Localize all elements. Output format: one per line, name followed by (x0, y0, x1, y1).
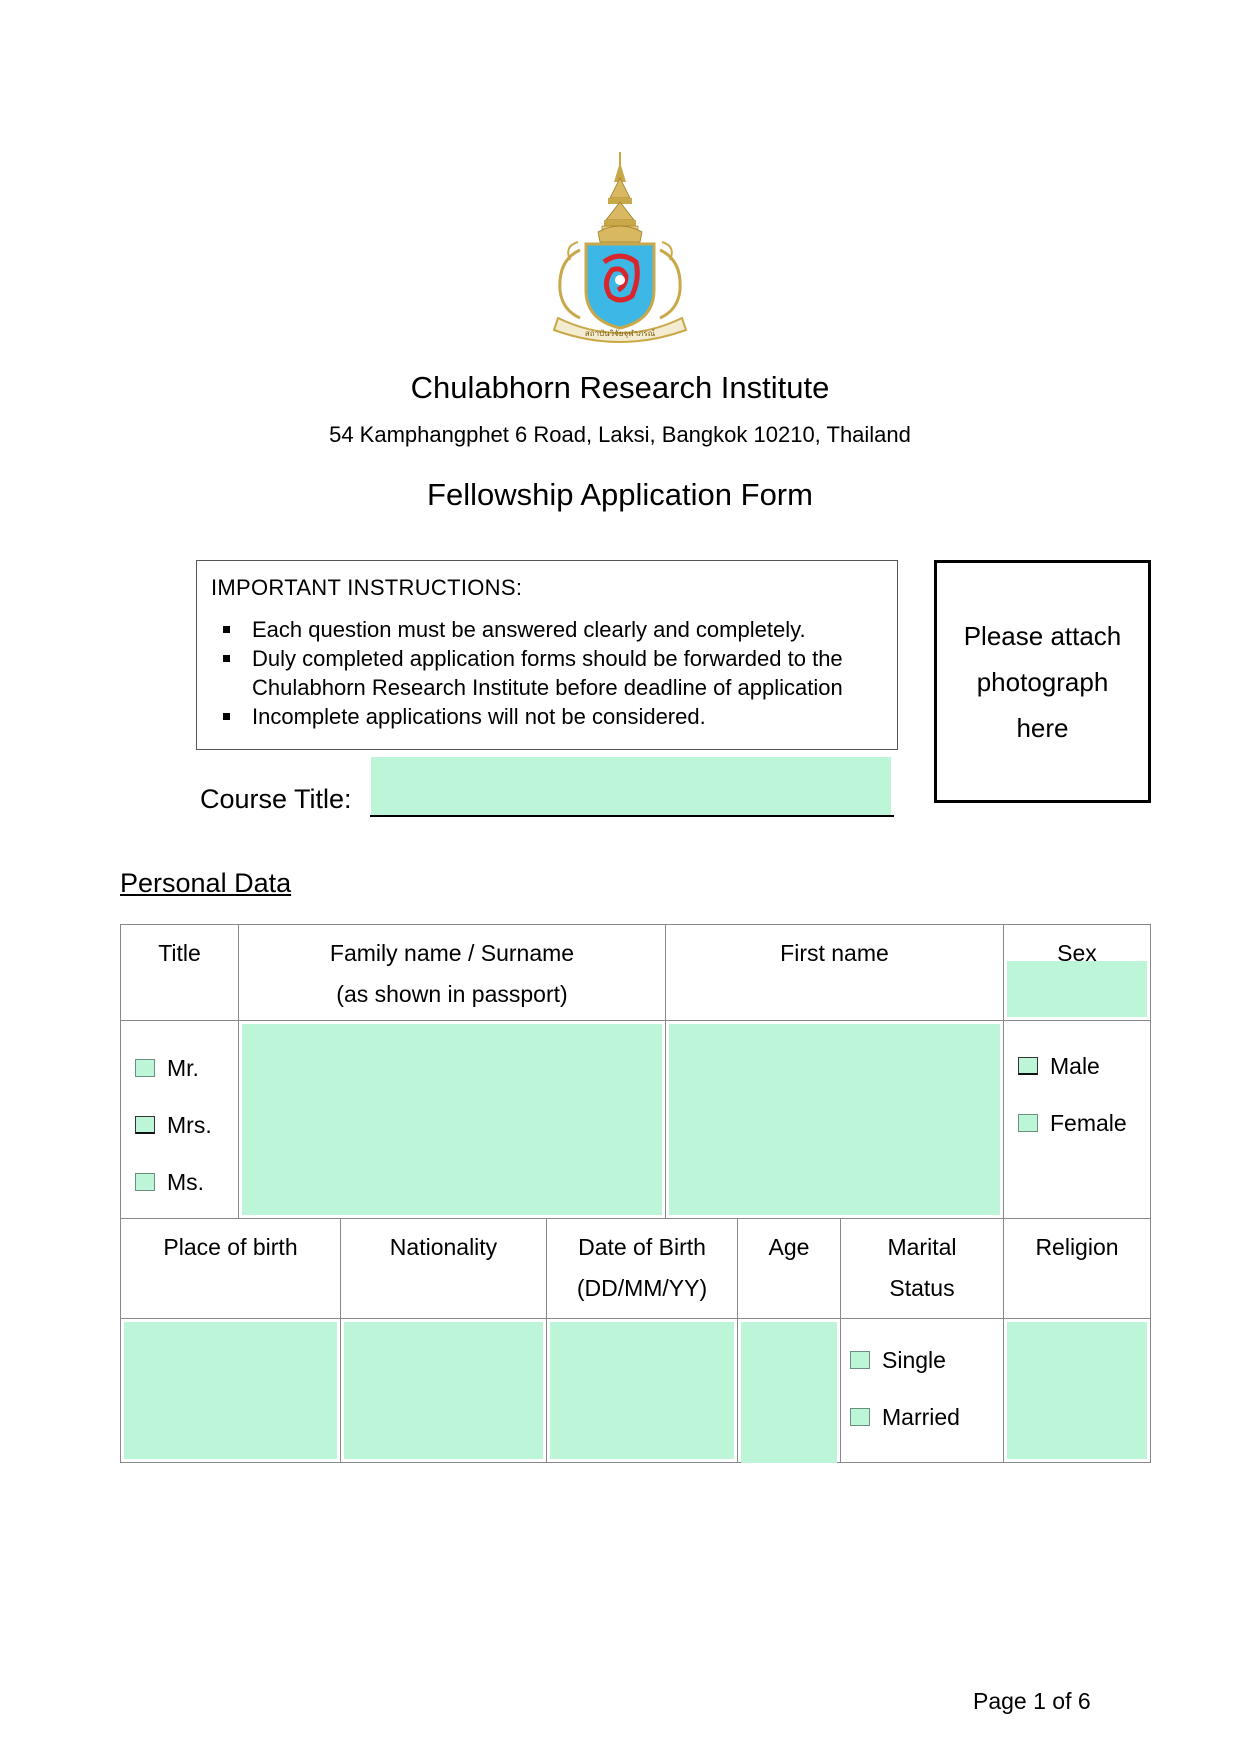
date-of-birth-cell (547, 1319, 738, 1463)
form-title: Fellowship Application Form (427, 477, 813, 512)
instructions-box (196, 560, 898, 750)
sex-option-male[interactable]: Male (1018, 1051, 1100, 1081)
family-name-input[interactable] (242, 1024, 662, 1215)
marital-option-single[interactable]: Single (850, 1345, 946, 1375)
header-title: Title (121, 925, 239, 1021)
instruction-item: Duly completed application forms should be forwarded to the Chulabhorn Research Institute before deadline of application (211, 644, 891, 702)
nationality-cell (341, 1319, 547, 1463)
checkbox-mr[interactable] (135, 1059, 155, 1077)
first-name-input[interactable] (669, 1024, 1000, 1215)
title-options-cell (121, 1021, 239, 1219)
instructions-list (211, 615, 891, 731)
age-input[interactable] (741, 1322, 837, 1463)
nationality-input[interactable] (344, 1322, 543, 1459)
title-option-mrs[interactable]: Mrs. (135, 1110, 212, 1140)
header-family-name: Family name / Surname (as shown in passport) (239, 925, 666, 1021)
place-of-birth-input[interactable] (124, 1322, 337, 1459)
header-place-of-birth: Place of birth (121, 1219, 341, 1319)
header-first-name: First name (666, 925, 1004, 1021)
personal-data-table-names (120, 924, 1151, 1219)
first-name-cell (666, 1021, 1004, 1219)
header-nationality: Nationality (341, 1219, 547, 1319)
bullet-icon (223, 655, 230, 662)
family-name-cell (239, 1021, 666, 1219)
instruction-item: Incomplete applications will not be considered. (211, 702, 891, 731)
sex-options-cell (1004, 1021, 1151, 1219)
header-marital-status: Marital Status (841, 1219, 1004, 1319)
sex-option-female[interactable]: Female (1018, 1108, 1127, 1138)
checkbox-ms[interactable] (135, 1173, 155, 1191)
header-date-of-birth: Date of Birth (DD/MM/YY) (547, 1219, 738, 1319)
bullet-icon (223, 713, 230, 720)
bullet-icon (223, 626, 230, 633)
instruction-item: Each question must be answered clearly and completely. (211, 615, 891, 644)
course-title-underline (370, 815, 894, 817)
checkbox-female[interactable] (1018, 1114, 1038, 1132)
logo-motto: สถาบันวิจัยจุฬาภรณ์ (584, 329, 656, 338)
header-age: Age (738, 1219, 841, 1319)
checkbox-married[interactable] (850, 1408, 870, 1426)
instructions-heading: IMPORTANT INSTRUCTIONS: (211, 575, 523, 600)
religion-cell (1004, 1319, 1151, 1463)
photo-instruction: Please attach photograph here (963, 620, 1122, 743)
title-option-mr[interactable]: Mr. (135, 1053, 199, 1083)
photo-box (934, 560, 1151, 803)
institute-logo (540, 150, 700, 350)
marital-options-cell (841, 1319, 1004, 1463)
marital-option-married[interactable]: Married (850, 1402, 960, 1432)
personal-data-table-details (120, 1218, 1151, 1463)
religion-input[interactable] (1007, 1322, 1147, 1459)
course-title-input[interactable] (371, 757, 891, 815)
checkbox-mrs[interactable] (135, 1116, 155, 1134)
header-religion: Religion (1004, 1219, 1151, 1319)
header-sex: Sex (1004, 925, 1151, 1021)
checkbox-single[interactable] (850, 1351, 870, 1369)
place-of-birth-cell (121, 1319, 341, 1463)
title-option-ms[interactable]: Ms. (135, 1167, 204, 1197)
institute-address: 54 Kamphangphet 6 Road, Laksi, Bangkok 10210, Thailand (329, 422, 911, 447)
page-number: Page 1 of 6 (973, 1688, 1091, 1714)
institute-name: Chulabhorn Research Institute (410, 370, 830, 405)
date-of-birth-input[interactable] (550, 1322, 734, 1459)
age-cell (738, 1319, 841, 1463)
course-title-label: Course Title: (200, 784, 352, 814)
checkbox-male[interactable] (1018, 1057, 1038, 1075)
personal-data-heading: Personal Data (120, 868, 292, 898)
